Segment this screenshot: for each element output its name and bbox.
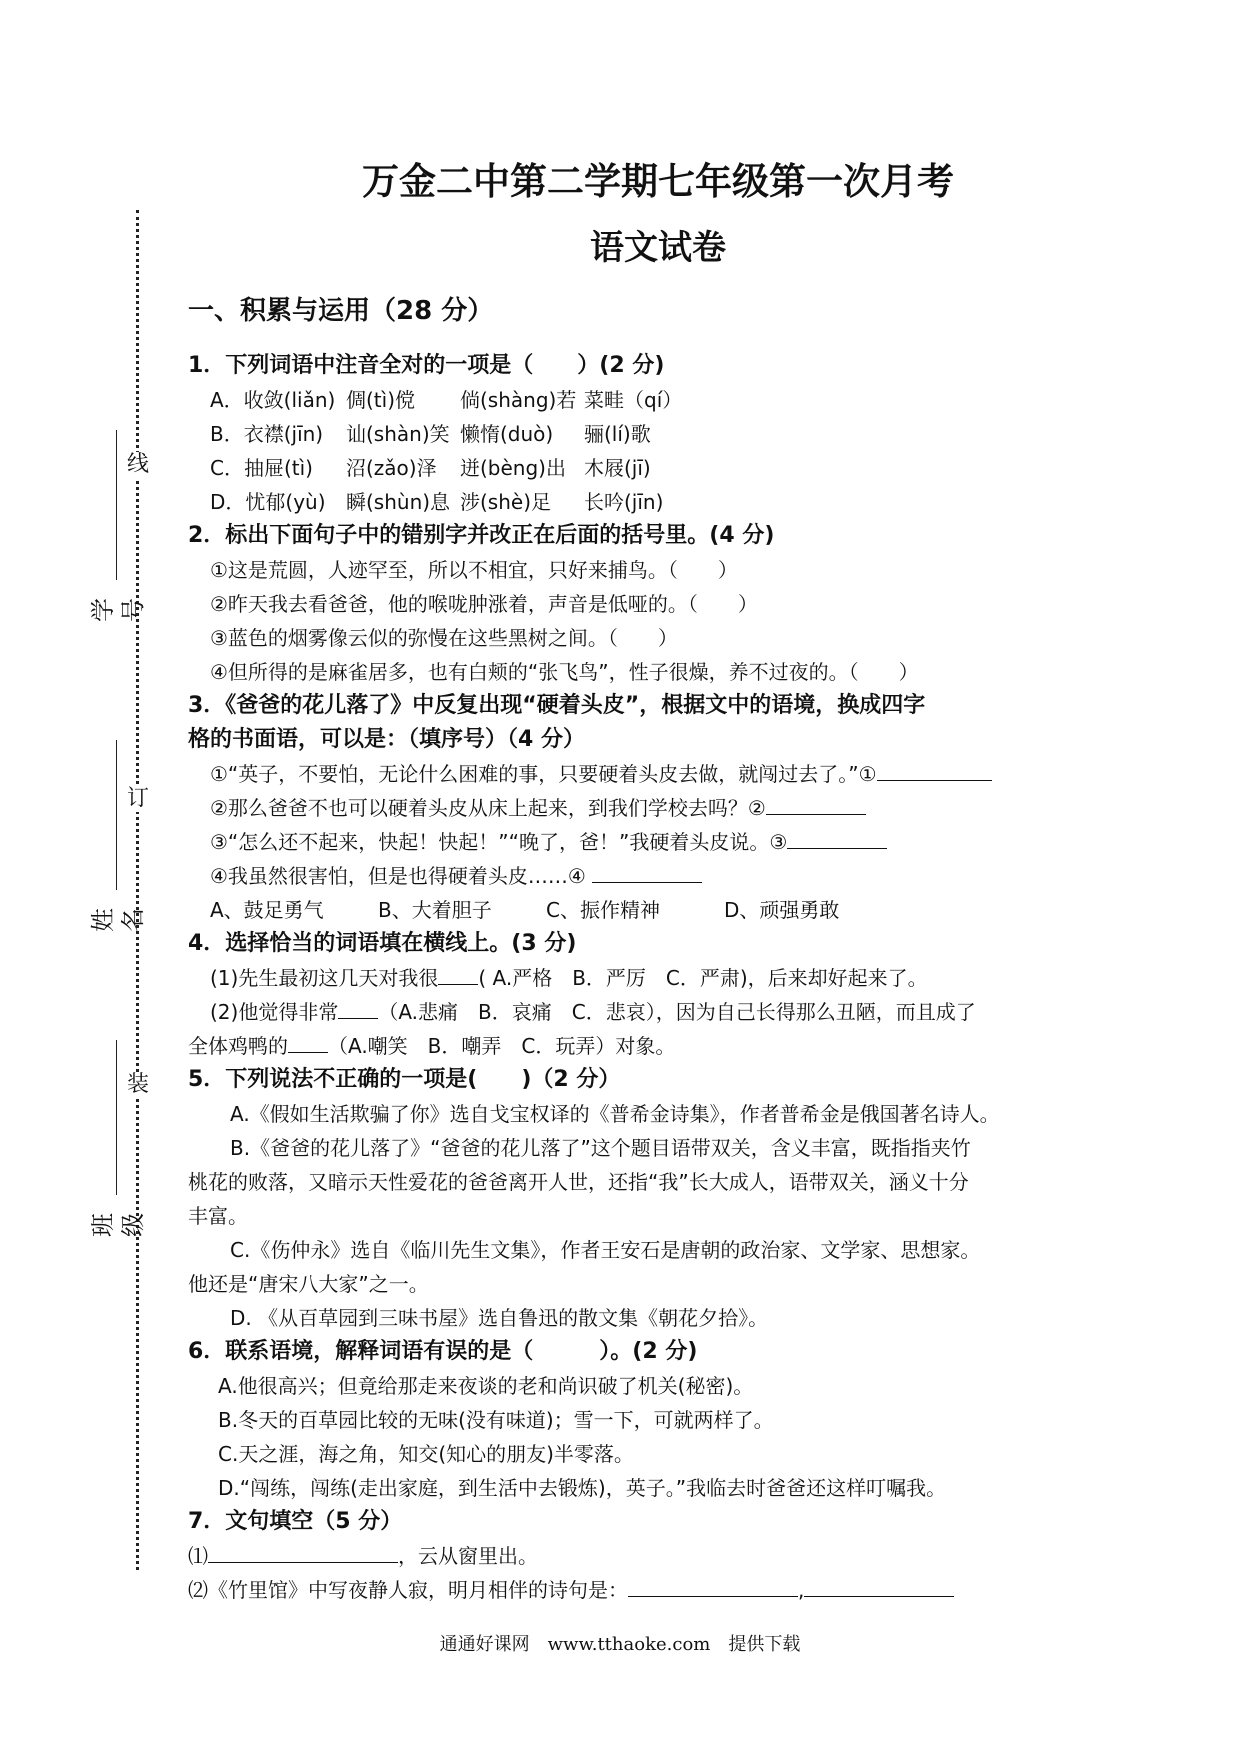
class-field[interactable] xyxy=(88,1040,147,1280)
option-word: 迸(bèng)出 xyxy=(460,456,566,480)
fill-item xyxy=(188,1573,1068,1607)
fill-text: ⑴ xyxy=(188,1544,208,1568)
option-row xyxy=(188,485,1068,519)
sentence-text: ③“怎么还不起来，快起！快起！”“晚了，爸！”我硬着头皮说。③ xyxy=(210,830,788,854)
exam-content xyxy=(188,155,1068,1607)
name-field[interactable] xyxy=(88,740,147,980)
answer-blank[interactable] xyxy=(787,826,887,849)
section-heading: 一、积累与运用（28 分） xyxy=(188,296,494,326)
question-5 xyxy=(188,1063,1068,1335)
option-word: 懒惰(duò) xyxy=(460,422,554,446)
name-line xyxy=(116,740,117,890)
fill-item xyxy=(188,1539,1068,1573)
question-2 xyxy=(188,519,1068,689)
sentence-item xyxy=(188,825,1068,859)
fill-text: ( A.严格 B．严厉 C．严肃)，后来却好起来了。 xyxy=(478,966,928,990)
option-word: A．收敛(liǎn) xyxy=(210,388,336,412)
sentence-item xyxy=(188,757,1068,791)
statement-line: 丰富。 xyxy=(188,1204,248,1228)
student-id-line xyxy=(116,430,117,580)
question-stem: 7．文句填空（5 分） xyxy=(188,1509,403,1534)
sentence-text: ④我虽然很害怕，但是也得硬着头皮……④ xyxy=(210,864,586,888)
fill-text: 全体鸡鸭的 xyxy=(188,1034,288,1058)
statement-line: C.《伤仲永》选自《临川先生文集》，作者王安石是唐朝的政治家、文学家、思想家。 xyxy=(230,1238,981,1262)
answer-blank[interactable] xyxy=(804,1574,954,1597)
statement-line: D. 《从百草园到三味书屋》选自鲁迅的散文集《朝花夕拾》。 xyxy=(230,1306,769,1330)
statement-line: C.天之涯，海之角，知交(知心的朋友)半零落。 xyxy=(218,1442,634,1466)
statement-line: B.《爸爸的花儿落了》“爸爸的花儿落了”这个题目语带双关，含义丰富，既指指夹竹 xyxy=(230,1136,971,1160)
binding-mark-zhuang: 装 xyxy=(123,1072,153,1098)
statement-line: 桃花的败落，又暗示天性爱花的爸爸离开人世，还指“我”长大成人，语带双关，涵义十分 xyxy=(188,1170,969,1194)
binding-dotted-line xyxy=(136,210,139,1570)
question-stem: 2．标出下面句子中的错别字并改正在后面的括号里。(4 分) xyxy=(188,523,775,548)
footer-source: 通通好课网 www.tthaoke.com 提供下载 xyxy=(439,1634,801,1655)
student-id-label: 学号 xyxy=(89,598,147,622)
option-word: B．衣襟(jīn) xyxy=(210,422,324,446)
fill-text: （A.悲痛 B．哀痛 C．悲哀），因为自己长得那么丑陋，而且成了 xyxy=(378,1000,976,1024)
statement-line: 他还是“唐宋八大家”之一。 xyxy=(188,1272,429,1296)
sentence-item: ①这是荒圆，人迹罕至，所以不相宜，只好来捕鸟。（ ） xyxy=(210,558,738,582)
fill-text: (2)他觉得非常 xyxy=(210,1000,339,1024)
question-stem: 4．选择恰当的词语填在横线上。(3 分) xyxy=(188,931,577,956)
sentence-item xyxy=(188,859,1068,893)
answer-blank[interactable] xyxy=(877,758,992,781)
option-word: 骊(lí)歌 xyxy=(584,422,651,446)
fill-text: ⑵《竹里馆》中写夜静人寂，明月相伴的诗句是： xyxy=(188,1578,628,1602)
statement-line: D.“闯练，闯练(走出家庭，到生活中去锻炼)，英子。”我临去时爸爸还这样叮嘱我。 xyxy=(218,1476,947,1500)
option-word: D．忧郁(yù) xyxy=(210,490,326,514)
question-stem-line: 3．《爸爸的花儿落了》中反复出现“硬着头皮”，根据文中的语境，换成四字 xyxy=(188,693,926,718)
answer-blank[interactable] xyxy=(438,962,478,985)
option-word: 菜畦（qí） xyxy=(584,388,683,412)
option-word: 瞬(shùn)息 xyxy=(346,490,451,514)
option-word: 木屐(jī) xyxy=(584,456,651,480)
sentence-item xyxy=(188,791,1068,825)
page-subtitle: 语文试卷 xyxy=(590,228,726,268)
answer-blank[interactable] xyxy=(338,996,378,1019)
fill-text: , xyxy=(798,1578,805,1602)
fill-text: (1)先生最初这几天对我很 xyxy=(210,966,439,990)
question-7 xyxy=(188,1505,1068,1607)
option-word: C、振作精神 xyxy=(546,898,660,922)
sentence-item: ②昨天我去看爸爸，他的喉咙肿涨着，声音是低哑的。（ ） xyxy=(210,592,758,616)
class-label: 班级 xyxy=(89,1213,147,1237)
statement-line: A.他很高兴；但竟给那走来夜谈的老和尚识破了机关(秘密)。 xyxy=(218,1374,754,1398)
question-stem: 5．下列说法不正确的一项是( )（2 分） xyxy=(188,1067,621,1092)
option-word: 倜(tì)傥 xyxy=(346,388,416,412)
option-word: 倘(shàng)若 xyxy=(460,388,577,412)
option-word: 长吟(jīn) xyxy=(584,490,664,514)
fill-item xyxy=(188,1029,1068,1063)
question-stem: 1．下列词语中注音全对的一项是（ ）(2 分) xyxy=(188,353,665,378)
option-word: 涉(shè)足 xyxy=(460,490,552,514)
statement-line: B.冬天的百草园比较的无味(没有味道)；雪一下，可就两样了。 xyxy=(218,1408,774,1432)
answer-blank[interactable] xyxy=(592,860,702,883)
question-stem: 6．联系语境，解释词语有误的是（ ）。(2 分) xyxy=(188,1339,698,1364)
binding-mark-xian: 线 xyxy=(123,452,153,478)
answer-blank[interactable] xyxy=(766,792,866,815)
option-word: D、顽强勇敢 xyxy=(724,898,840,922)
fill-item xyxy=(188,961,1068,995)
option-row xyxy=(188,451,1068,485)
question-4 xyxy=(188,927,1068,1063)
option-word: C．抽屉(tì) xyxy=(210,456,313,480)
answer-blank[interactable] xyxy=(208,1540,398,1563)
sentence-item: ④但所得的是麻雀居多，也有白颊的“张飞鸟”，性子很燥，养不过夜的。（ ） xyxy=(210,660,919,684)
sentence-item: ③蓝色的烟雾像云似的弥慢在这些黑树之间。（ ） xyxy=(210,626,678,650)
option-word: B、大着胆子 xyxy=(378,898,492,922)
question-6 xyxy=(188,1335,1068,1505)
class-line xyxy=(116,1040,117,1195)
option-row xyxy=(188,383,1068,417)
question-1 xyxy=(188,349,1068,519)
name-label: 姓名 xyxy=(89,908,147,932)
fill-text: （A.嘲笑 B．嘲弄 C．玩弄）对象。 xyxy=(328,1034,676,1058)
page-title: 万金二中第二学期七年级第一次月考 xyxy=(362,159,954,203)
binding-mark-ding: 订 xyxy=(123,786,153,812)
answer-blank[interactable] xyxy=(288,1030,328,1053)
question-stem-line: 格的书面语，可以是：（填序号）（4 分） xyxy=(188,727,585,752)
answer-blank[interactable] xyxy=(628,1574,798,1597)
option-word: A、鼓足勇气 xyxy=(210,898,324,922)
option-word: 沼(zǎo)泽 xyxy=(346,456,437,480)
statement-line: A.《假如生活欺骗了你》选自戈宝权译的《普希金诗集》，作者普希金是俄国著名诗人。 xyxy=(230,1102,1000,1126)
fill-text: ，云从窗里出。 xyxy=(398,1544,538,1568)
option-row xyxy=(188,417,1068,451)
student-id-field[interactable] xyxy=(88,430,147,670)
question-3 xyxy=(188,689,1068,927)
fill-item xyxy=(188,995,1068,1029)
sentence-text: ①“英子，不要怕，无论什么困难的事，只要硬着头皮去做，就闯过去了。”① xyxy=(210,762,877,786)
sentence-text: ②那么爸爸不也可以硬着头皮从床上起来，到我们学校去吗？② xyxy=(210,796,766,820)
option-word: 讪(shàn)笑 xyxy=(346,422,450,446)
option-row xyxy=(188,893,1068,927)
